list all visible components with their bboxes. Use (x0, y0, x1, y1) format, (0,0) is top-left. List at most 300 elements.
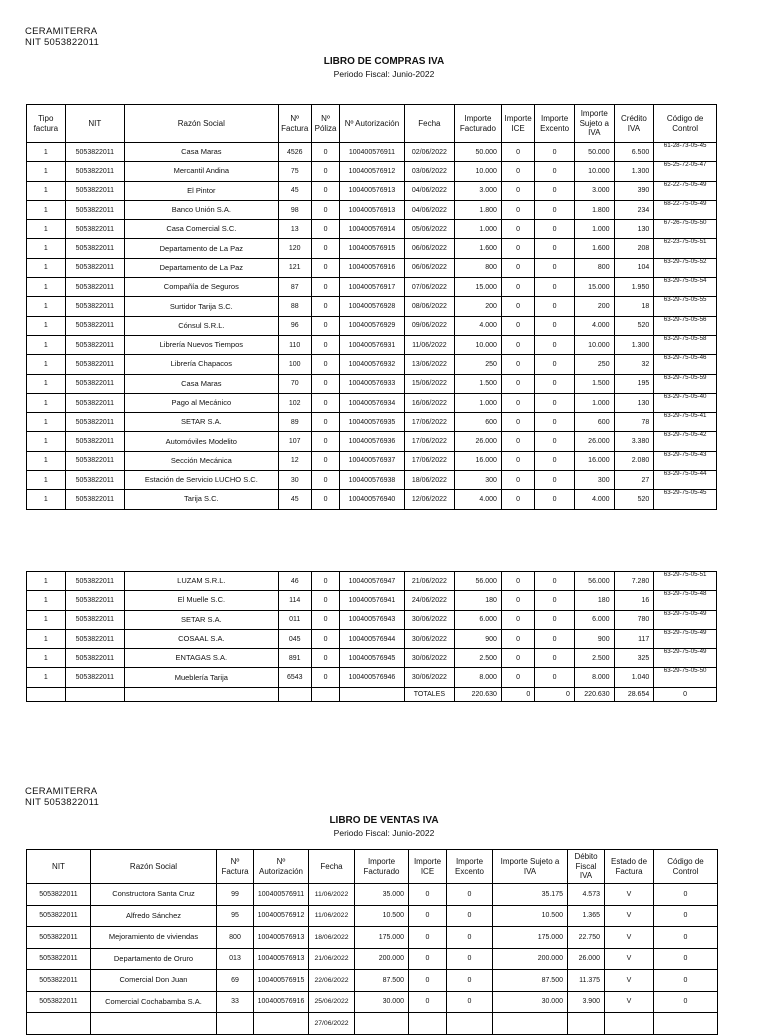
codigo-control-cell: 63-29-75-05-44 (654, 471, 717, 490)
table-row (27, 884, 718, 906)
importe-sujeto-iva-cell: 16.000 (574, 451, 614, 470)
table-row (27, 297, 717, 316)
nit-cell: 5053822011 (65, 629, 125, 648)
razon-social-cell: ENTAGAS S.A. (125, 649, 278, 668)
nit-cell: 5053822011 (27, 927, 91, 949)
razon-social-cell: Librería Nuevos Tiempos (125, 335, 278, 354)
table-row (27, 610, 717, 629)
codigo-control-cell: 62-22-75-05-49 (654, 181, 717, 200)
nro-factura-cell: 69 (217, 970, 254, 992)
compras-table-continued (26, 571, 717, 702)
importe-facturado-cell: 10.000 (454, 162, 501, 181)
importe-ice-cell: 0 (501, 393, 534, 412)
nit-cell: 5053822011 (65, 471, 125, 490)
importe-ice-cell: 0 (409, 927, 447, 949)
nro-factura-cell: 107 (278, 432, 311, 451)
debito-fiscal-cell: 11.375 (568, 970, 605, 992)
nro-autorizacion-cell: 100400576941 (340, 591, 405, 610)
nro-autorizacion-cell: 100400576946 (340, 668, 405, 687)
column-header: Importe Excento (447, 850, 493, 884)
table-row (27, 335, 717, 354)
importe-excento-cell: 0 (535, 278, 575, 297)
nro-autorizacion-cell: 100400576915 (254, 970, 309, 992)
column-header: NIT (65, 105, 125, 143)
importe-excento-cell: 0 (535, 610, 575, 629)
razon-social-cell: Tarija S.C. (125, 490, 278, 509)
nro-factura-cell: 13 (278, 220, 311, 239)
table-row (27, 374, 717, 393)
fecha-cell: 11/06/2022 (309, 884, 355, 906)
nro-factura-cell: 89 (278, 413, 311, 432)
total-sujeto: 220.630 (574, 687, 614, 701)
nro-factura-cell: 70 (278, 374, 311, 393)
nro-poliza-cell: 0 (311, 316, 339, 335)
column-header: Importe ICE (501, 105, 534, 143)
nit-cell: 5053822011 (65, 162, 125, 181)
importe-sujeto-iva-cell: 1.600 (574, 239, 614, 258)
total-ice: 0 (501, 687, 534, 701)
codigo-control-cell: 63-29-75-05-55 (654, 297, 717, 316)
tipo-factura-cell: 1 (27, 649, 66, 668)
nro-factura-cell: 88 (278, 297, 311, 316)
estado-factura-cell (605, 1013, 654, 1035)
importe-ice-cell: 0 (501, 181, 534, 200)
codigo-control-cell: 62-23-75-05-51 (654, 239, 717, 258)
nro-poliza-cell: 0 (311, 572, 339, 591)
table-row (27, 393, 717, 412)
importe-excento-cell: 0 (535, 220, 575, 239)
nro-poliza-cell: 0 (311, 413, 339, 432)
table-row (27, 162, 717, 181)
nro-factura-cell: 45 (278, 181, 311, 200)
importe-excento-cell: 0 (535, 432, 575, 451)
credito-iva-cell: 6.500 (614, 143, 654, 162)
razon-social-cell: Automóviles Modelito (125, 432, 278, 451)
ventas-table (26, 849, 718, 1035)
nro-autorizacion-cell: 100400576917 (340, 278, 405, 297)
nro-factura-cell: 121 (278, 258, 311, 277)
fecha-cell: 05/06/2022 (404, 220, 454, 239)
fecha-cell: 12/06/2022 (404, 490, 454, 509)
tipo-factura-cell: 1 (27, 432, 66, 451)
importe-ice-cell: 0 (501, 162, 534, 181)
nro-factura-cell (217, 1013, 254, 1035)
codigo-control-cell: 0 (654, 884, 718, 906)
nro-factura-cell: 30 (278, 471, 311, 490)
nro-autorizacion-cell: 100400576914 (340, 220, 405, 239)
importe-excento-cell: 0 (535, 297, 575, 316)
importe-facturado-cell: 87.500 (355, 970, 409, 992)
table-row (27, 591, 717, 610)
nro-factura-cell: 95 (217, 905, 254, 927)
fecha-cell: 03/06/2022 (404, 162, 454, 181)
importe-excento-cell: 0 (535, 181, 575, 200)
nro-poliza-cell: 0 (311, 374, 339, 393)
nro-factura-cell: 045 (278, 629, 311, 648)
nro-autorizacion-cell: 100400576916 (254, 991, 309, 1013)
nro-factura-cell: 98 (278, 200, 311, 219)
debito-fiscal-cell: 3.900 (568, 991, 605, 1013)
razon-social-cell: Sección Mecánica (125, 451, 278, 470)
nro-autorizacion-cell: 100400576929 (340, 316, 405, 335)
credito-iva-cell: 208 (614, 239, 654, 258)
codigo-control-cell: 63-29-75-05-50 (654, 668, 717, 687)
credito-iva-cell: 325 (614, 649, 654, 668)
nro-autorizacion-cell: 100400576945 (340, 649, 405, 668)
importe-sujeto-iva-cell: 1.500 (574, 374, 614, 393)
debito-fiscal-cell: 26.000 (568, 948, 605, 970)
nro-autorizacion-cell: 100400576933 (340, 374, 405, 393)
empty-cell (65, 687, 125, 701)
nro-factura-cell: 6543 (278, 668, 311, 687)
importe-excento-cell: 0 (535, 413, 575, 432)
nro-autorizacion-cell: 100400576912 (254, 905, 309, 927)
nro-factura-cell: 011 (278, 610, 311, 629)
codigo-control-cell: 68-22-75-05-49 (654, 200, 717, 219)
importe-facturado-cell: 250 (454, 355, 501, 374)
fecha-cell: 30/06/2022 (404, 629, 454, 648)
tipo-factura-cell: 1 (27, 297, 66, 316)
nro-factura-cell: 100 (278, 355, 311, 374)
fecha-cell: 17/06/2022 (404, 432, 454, 451)
credito-iva-cell: 78 (614, 413, 654, 432)
nit-cell: 5053822011 (65, 316, 125, 335)
importe-excento-cell: 0 (535, 335, 575, 354)
nro-poliza-cell: 0 (311, 668, 339, 687)
debito-fiscal-cell: 4.573 (568, 884, 605, 906)
nro-poliza-cell: 0 (311, 629, 339, 648)
razon-social-cell: Librería Chapacos (125, 355, 278, 374)
fecha-cell: 07/06/2022 (404, 278, 454, 297)
table-row (27, 490, 717, 509)
ventas-period: Periodo Fiscal: Junio-2022 (333, 828, 435, 838)
nro-autorizacion-cell: 100400576928 (340, 297, 405, 316)
credito-iva-cell: 1.950 (614, 278, 654, 297)
importe-ice-cell: 0 (501, 668, 534, 687)
codigo-control-cell (654, 1013, 718, 1035)
importe-ice-cell: 0 (501, 278, 534, 297)
importe-facturado-cell: 4.000 (454, 316, 501, 335)
nit-cell: 5053822011 (65, 451, 125, 470)
column-header: Fecha (309, 850, 355, 884)
nro-autorizacion-cell: 100400576934 (340, 393, 405, 412)
column-header: Importe Sujeto a IVA (493, 850, 568, 884)
codigo-control-cell: 63-29-75-05-49 (654, 610, 717, 629)
credito-iva-cell: 18 (614, 297, 654, 316)
tipo-factura-cell: 1 (27, 374, 66, 393)
column-header: Estado de Factura (605, 850, 654, 884)
importe-excento-cell: 0 (447, 884, 493, 906)
nro-poliza-cell: 0 (311, 471, 339, 490)
compras-period: Periodo Fiscal: Junio-2022 (333, 69, 435, 79)
importe-facturado-cell: 8.000 (454, 668, 501, 687)
table-row (27, 471, 717, 490)
codigo-control-cell: 63-29-75-05-40 (654, 393, 717, 412)
importe-excento-cell: 0 (535, 591, 575, 610)
codigo-control-cell: 63-29-75-05-49 (654, 629, 717, 648)
credito-iva-cell: 104 (614, 258, 654, 277)
fecha-cell: 15/06/2022 (404, 374, 454, 393)
nit-cell: 5053822011 (65, 572, 125, 591)
nro-autorizacion-cell: 100400576913 (340, 181, 405, 200)
fecha-cell: 25/06/2022 (309, 991, 355, 1013)
importe-ice-cell: 0 (409, 884, 447, 906)
table-row (27, 970, 718, 992)
nro-poliza-cell: 0 (311, 591, 339, 610)
column-header: Fecha (404, 105, 454, 143)
razon-social-cell: Estación de Servicio LUCHO S.C. (125, 471, 278, 490)
column-header: Nº Póliza (311, 105, 339, 143)
nro-autorizacion-cell: 100400576935 (340, 413, 405, 432)
nro-factura-cell: 75 (278, 162, 311, 181)
razon-social-cell: El Muelle S.C. (125, 591, 278, 610)
table-row (27, 1013, 718, 1035)
nro-autorizacion-cell: 100400576931 (340, 335, 405, 354)
importe-excento-cell: 0 (535, 451, 575, 470)
nit-cell: 5053822011 (65, 610, 125, 629)
codigo-control-cell: 63-29-75-05-43 (654, 451, 717, 470)
importe-facturado-cell: 1.600 (454, 239, 501, 258)
fecha-cell: 04/06/2022 (404, 200, 454, 219)
importe-sujeto-iva-cell: 50.000 (574, 143, 614, 162)
importe-ice-cell: 0 (501, 629, 534, 648)
compras-title: LIBRO DE COMPRAS IVA (323, 56, 445, 67)
importe-sujeto-iva-cell: 56.000 (574, 572, 614, 591)
nro-factura-cell: 99 (217, 884, 254, 906)
importe-ice-cell: 0 (501, 490, 534, 509)
nro-poliza-cell: 0 (311, 335, 339, 354)
fecha-cell: 21/06/2022 (309, 948, 355, 970)
importe-excento-cell: 0 (535, 162, 575, 181)
codigo-control-cell: 63-29-75-05-54 (654, 278, 717, 297)
tipo-factura-cell: 1 (27, 591, 66, 610)
razon-social-cell: Casa Maras (125, 374, 278, 393)
importe-sujeto-iva-cell: 1.000 (574, 220, 614, 239)
column-header: Crédito IVA (614, 105, 654, 143)
razon-social-cell: COSAAL S.A. (125, 629, 278, 648)
codigo-control-cell: 0 (654, 905, 718, 927)
importe-facturado-cell: 1.000 (454, 220, 501, 239)
nro-factura-cell: 96 (278, 316, 311, 335)
credito-iva-cell: 520 (614, 490, 654, 509)
importe-ice-cell: 0 (501, 143, 534, 162)
importe-facturado-cell: 10.500 (355, 905, 409, 927)
nit-cell: 5053822011 (65, 374, 125, 393)
tipo-factura-cell: 1 (27, 413, 66, 432)
nro-factura-cell: 114 (278, 591, 311, 610)
nro-poliza-cell: 0 (311, 297, 339, 316)
fecha-cell: 30/06/2022 (404, 610, 454, 629)
razon-social-cell: Alfredo Sánchez (91, 905, 217, 927)
razon-social-cell: Casa Comercial S.C. (125, 220, 278, 239)
importe-ice-cell: 0 (501, 649, 534, 668)
nit-cell (27, 1013, 91, 1035)
razon-social-cell: El Pintor (125, 181, 278, 200)
tipo-factura-cell: 1 (27, 335, 66, 354)
tipo-factura-cell: 1 (27, 162, 66, 181)
importe-sujeto-iva-cell: 10.000 (574, 162, 614, 181)
razon-social-cell: Cónsul S.R.L. (125, 316, 278, 335)
nro-autorizacion-cell: 100400576944 (340, 629, 405, 648)
importe-sujeto-iva-cell: 300 (574, 471, 614, 490)
table-row (27, 649, 717, 668)
nro-autorizacion-cell: 100400576937 (340, 451, 405, 470)
importe-sujeto-iva-cell: 4.000 (574, 316, 614, 335)
importe-ice-cell: 0 (501, 591, 534, 610)
column-header: Nº Autorización (254, 850, 309, 884)
column-header: Nº Autorización (340, 105, 405, 143)
importe-sujeto-iva-cell: 600 (574, 413, 614, 432)
table-row (27, 432, 717, 451)
importe-excento-cell: 0 (535, 393, 575, 412)
nro-factura-cell: 102 (278, 393, 311, 412)
razon-social-cell: Constructora Santa Cruz (91, 884, 217, 906)
tipo-factura-cell: 1 (27, 490, 66, 509)
credito-iva-cell: 234 (614, 200, 654, 219)
credito-iva-cell: 520 (614, 316, 654, 335)
importe-ice-cell: 0 (409, 948, 447, 970)
column-header: Tipo factura (27, 105, 66, 143)
codigo-control-cell: 63-29-75-05-58 (654, 335, 717, 354)
nro-autorizacion-cell: 100400576915 (340, 239, 405, 258)
column-header: Nº Factura (217, 850, 254, 884)
importe-excento-cell: 0 (535, 239, 575, 258)
debito-fiscal-cell: 1.365 (568, 905, 605, 927)
importe-facturado-cell: 16.000 (454, 451, 501, 470)
column-header: Código de Control (654, 850, 718, 884)
importe-facturado-cell: 6.000 (454, 610, 501, 629)
razon-social-cell: Comercial Cochabamba S.A. (91, 991, 217, 1013)
importe-sujeto-iva-cell: 3.000 (574, 181, 614, 200)
importe-sujeto-iva-cell: 180 (574, 591, 614, 610)
nro-autorizacion-cell (254, 1013, 309, 1035)
importe-facturado-cell: 900 (454, 629, 501, 648)
importe-facturado-cell: 56.000 (454, 572, 501, 591)
importe-ice-cell: 0 (501, 335, 534, 354)
codigo-control-cell: 63-29-75-05-59 (654, 374, 717, 393)
razon-social-cell: Departamento de La Paz (125, 258, 278, 277)
importe-ice-cell: 0 (501, 220, 534, 239)
importe-facturado-cell: 175.000 (355, 927, 409, 949)
importe-sujeto-iva-cell: 35.175 (493, 884, 568, 906)
credito-iva-cell: 130 (614, 393, 654, 412)
column-header: Débito Fiscal IVA (568, 850, 605, 884)
codigo-control-cell: 63-29-75-05-52 (654, 258, 717, 277)
fecha-cell: 27/06/2022 (309, 1013, 355, 1035)
codigo-control-cell: 0 (654, 927, 718, 949)
table-row (27, 668, 717, 687)
nro-poliza-cell: 0 (311, 278, 339, 297)
importe-facturado-cell: 2.500 (454, 649, 501, 668)
tipo-factura-cell: 1 (27, 610, 66, 629)
importe-ice-cell: 0 (409, 905, 447, 927)
nit-cell: 5053822011 (27, 884, 91, 906)
razon-social-cell (91, 1013, 217, 1035)
codigo-control-cell: 63-29-75-05-56 (654, 316, 717, 335)
nro-factura-cell: 110 (278, 335, 311, 354)
importe-ice-cell: 0 (409, 991, 447, 1013)
importe-facturado-cell: 600 (454, 413, 501, 432)
codigo-control-cell: 63-29-75-05-49 (654, 649, 717, 668)
tipo-factura-cell: 1 (27, 572, 66, 591)
nro-autorizacion-cell: 100400576911 (340, 143, 405, 162)
nro-poliza-cell: 0 (311, 610, 339, 629)
codigo-control-cell: 0 (654, 970, 718, 992)
razon-social-cell: Mercantil Andina (125, 162, 278, 181)
nit-cell: 5053822011 (65, 393, 125, 412)
nro-autorizacion-cell: 100400576940 (340, 490, 405, 509)
importe-facturado-cell: 15.000 (454, 278, 501, 297)
importe-ice-cell: 0 (501, 239, 534, 258)
nit-cell: 5053822011 (65, 413, 125, 432)
credito-iva-cell: 16 (614, 591, 654, 610)
importe-ice-cell: 0 (501, 451, 534, 470)
tipo-factura-cell: 1 (27, 143, 66, 162)
importe-excento-cell: 0 (447, 948, 493, 970)
razon-social-cell: Banco Unión S.A. (125, 200, 278, 219)
importe-sujeto-iva-cell (493, 1013, 568, 1035)
importe-excento-cell (447, 1013, 493, 1035)
nit-cell: 5053822011 (65, 200, 125, 219)
nit-cell: 5053822011 (65, 490, 125, 509)
nit-cell: 5053822011 (65, 220, 125, 239)
nit-cell: 5053822011 (27, 991, 91, 1013)
importe-facturado-cell: 1.500 (454, 374, 501, 393)
codigo-control-cell: 67-26-75-05-50 (654, 220, 717, 239)
razon-social-cell: Mejoramiento de viviendas (91, 927, 217, 949)
tipo-factura-cell: 1 (27, 278, 66, 297)
tipo-factura-cell: 1 (27, 220, 66, 239)
company-name-ventas: CERAMITERRA (25, 786, 98, 797)
credito-iva-cell: 130 (614, 220, 654, 239)
column-header: Importe Sujeto a IVA (574, 105, 614, 143)
company-name: CERAMITERRA (25, 26, 98, 37)
importe-sujeto-iva-cell: 30.000 (493, 991, 568, 1013)
column-header: Importe ICE (409, 850, 447, 884)
importe-facturado-cell: 3.000 (454, 181, 501, 200)
table-row (27, 948, 718, 970)
nro-poliza-cell: 0 (311, 143, 339, 162)
estado-factura-cell: V (605, 927, 654, 949)
importe-facturado-cell: 1.000 (454, 393, 501, 412)
importe-ice-cell: 0 (501, 471, 534, 490)
razon-social-cell: Compañía de Seguros (125, 278, 278, 297)
table-row (27, 927, 718, 949)
credito-iva-cell: 195 (614, 374, 654, 393)
importe-ice-cell: 0 (409, 970, 447, 992)
estado-factura-cell: V (605, 884, 654, 906)
importe-excento-cell: 0 (535, 355, 575, 374)
empty-cell (278, 687, 311, 701)
fecha-cell: 08/06/2022 (404, 297, 454, 316)
codigo-control-cell: 0 (654, 991, 718, 1013)
nro-autorizacion-cell: 100400576913 (254, 948, 309, 970)
importe-facturado-cell: 35.000 (355, 884, 409, 906)
tipo-factura-cell: 1 (27, 393, 66, 412)
nit-cell: 5053822011 (27, 970, 91, 992)
importe-excento-cell: 0 (447, 905, 493, 927)
credito-iva-cell: 27 (614, 471, 654, 490)
table-row (27, 143, 717, 162)
nit-cell: 5053822011 (65, 278, 125, 297)
importe-facturado-cell: 30.000 (355, 991, 409, 1013)
estado-factura-cell: V (605, 970, 654, 992)
importe-facturado-cell: 180 (454, 591, 501, 610)
nit-cell: 5053822011 (65, 668, 125, 687)
table-row (27, 413, 717, 432)
codigo-control-cell: 63-29-75-05-46 (654, 355, 717, 374)
tipo-factura-cell: 1 (27, 316, 66, 335)
